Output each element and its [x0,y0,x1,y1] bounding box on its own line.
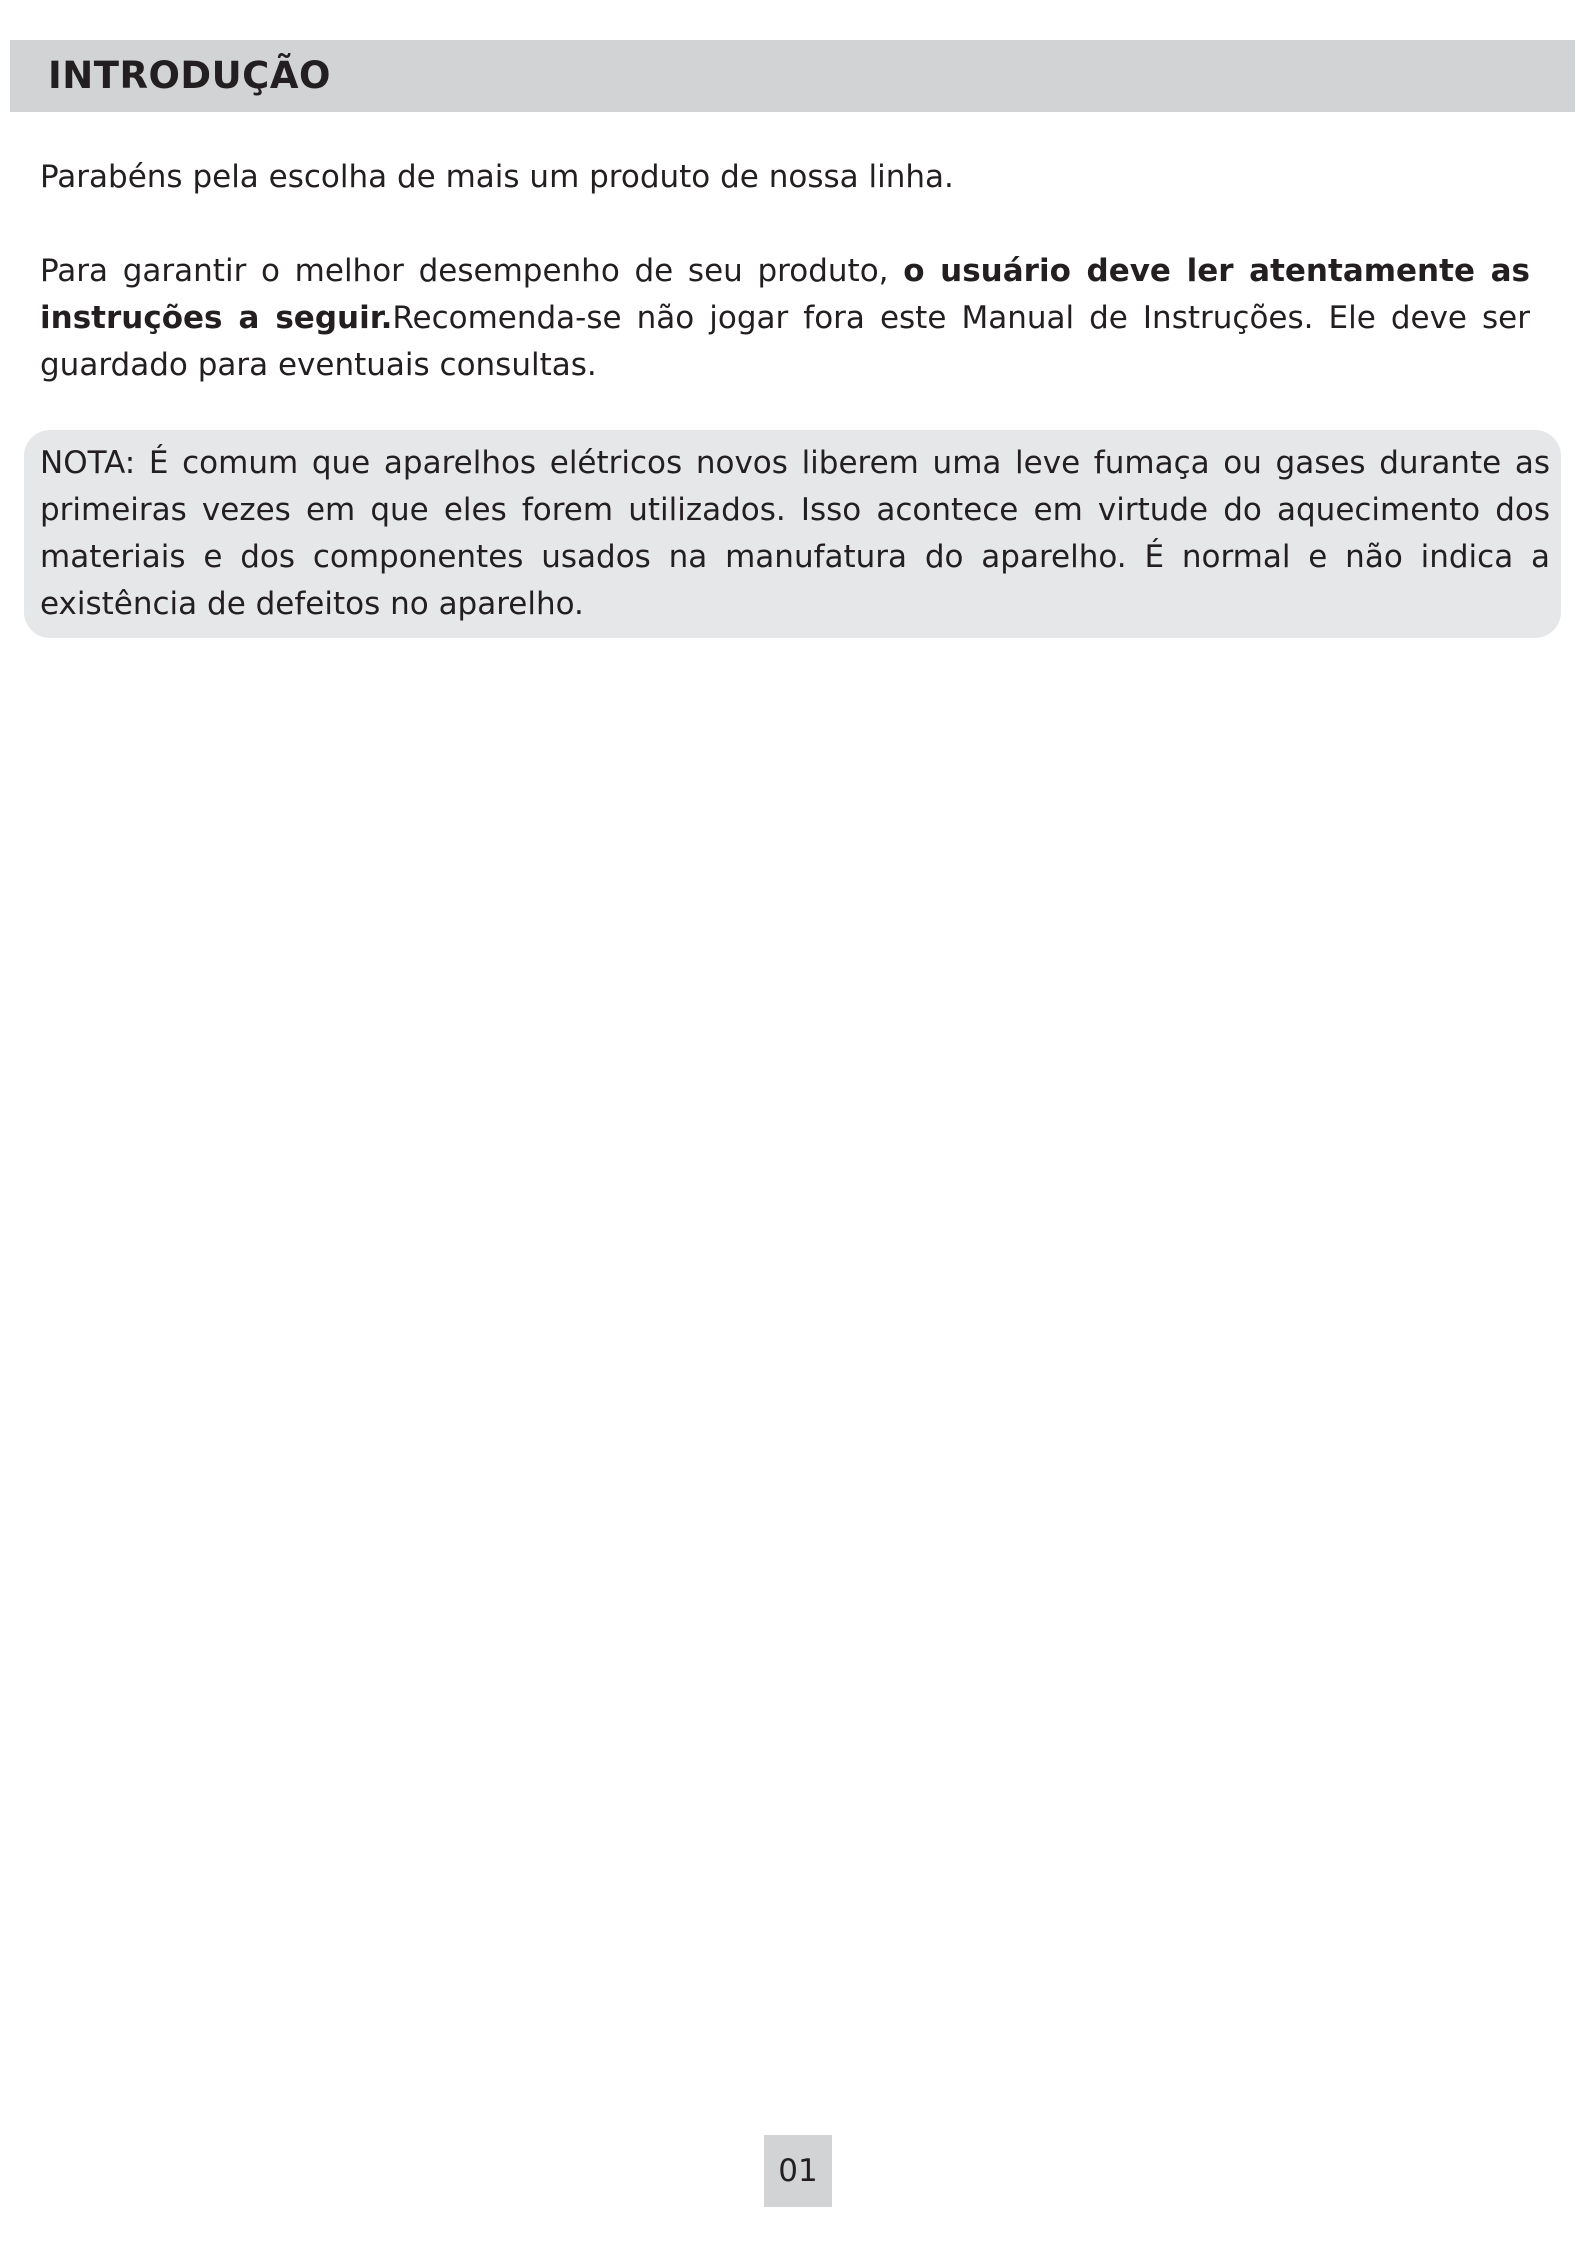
section-title: INTRODUÇÃO [48,54,331,97]
page-number: 01 [764,2135,832,2207]
note-box [24,430,1561,638]
instructions-paragraph [40,248,1530,389]
congrats-paragraph: Parabéns pela escolha de mais um produto de nossa linha. [40,159,954,195]
section-header-bar [10,40,1575,112]
instructions-tail-text: Recomenda-se não jogar fora este Manual de Instruções. Ele deve ser guardado para eventuais consultas. [40,300,1531,383]
note-text: NOTA: É comum que aparelhos elétricos novos liberem uma leve fumaça ou gases durante as primeiras vezes em que eles forem utilizados. Isso acontece em virtude do aquecimento dos materiais e dos componentes usados na manufatura do aparelho. É normal e não indica a existência de defeitos no aparelho. [40,445,1550,622]
instructions-lead-text: Para garantir o melhor desempenho de seu produto, [40,253,889,289]
instructions-bold-text: o usuário deve ler atentamente as instruções a seguir. [40,253,1530,336]
